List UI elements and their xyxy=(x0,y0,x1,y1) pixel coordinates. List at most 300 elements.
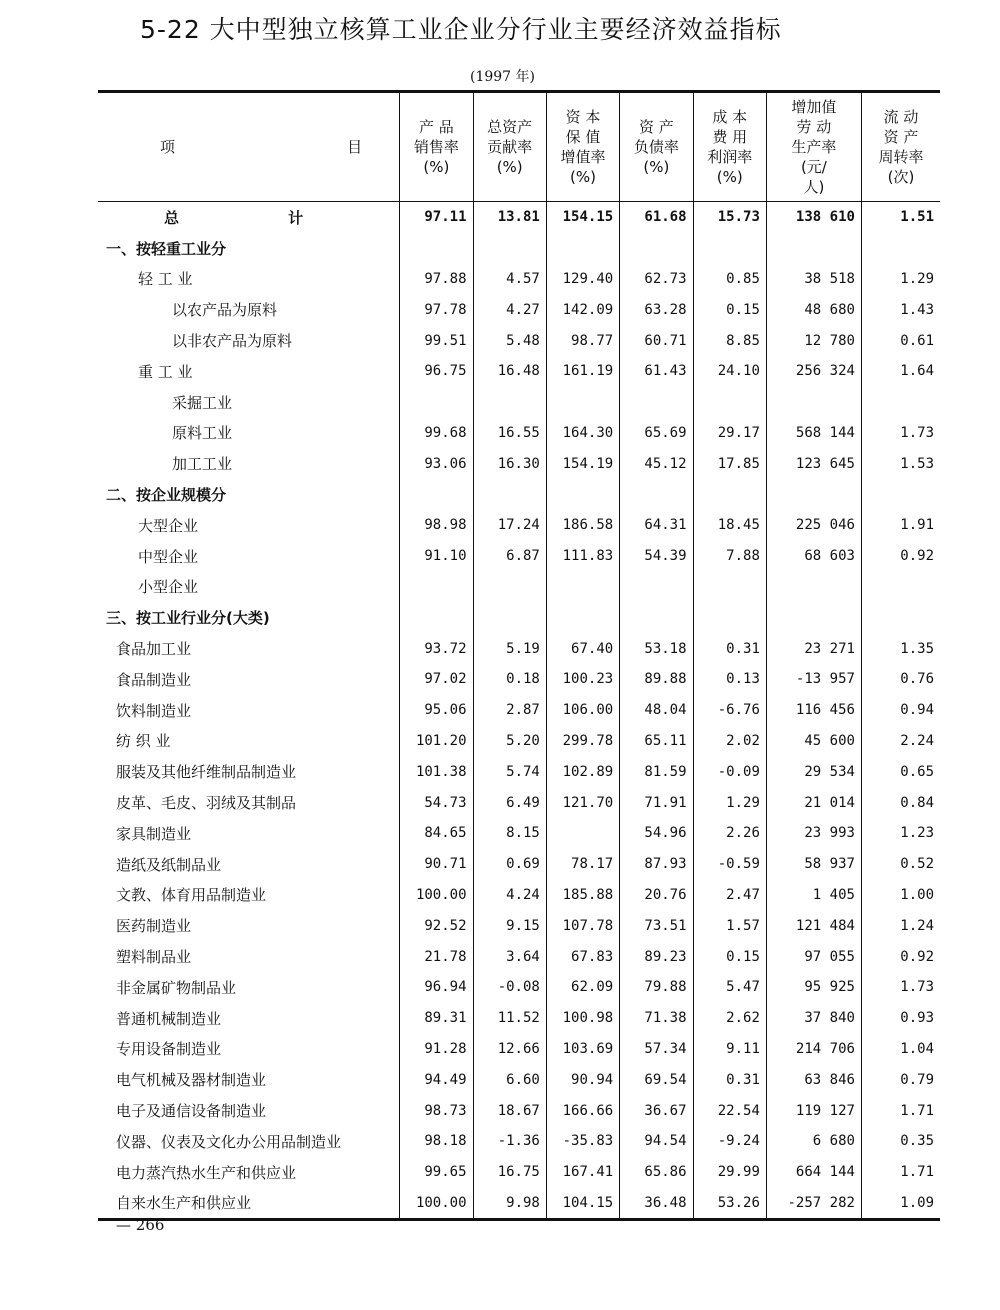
value-cell: 0.13 xyxy=(693,664,766,695)
value-cell: 1.00 xyxy=(861,880,940,911)
total-label-left: 总 xyxy=(164,208,180,227)
value-cell: -13 957 xyxy=(766,664,861,695)
value-cell: -0.08 xyxy=(473,972,546,1003)
value-cell: 119 127 xyxy=(766,1095,861,1126)
value-cell: -9.24 xyxy=(693,1126,766,1157)
total-cell: 138 610 xyxy=(766,202,861,233)
value-cell: 60.71 xyxy=(620,325,693,356)
value-cell: 81.59 xyxy=(620,756,693,787)
header-line: 周转率 xyxy=(878,148,924,166)
value-cell: 0.85 xyxy=(693,264,766,295)
value-cell xyxy=(766,387,861,418)
value-cell: 0.35 xyxy=(861,1126,940,1157)
value-cell: 1.04 xyxy=(861,1034,940,1065)
row-label: 纺 织 业 xyxy=(116,732,171,751)
value-cell: 16.30 xyxy=(473,448,546,479)
table-year: (1997 年) xyxy=(470,69,536,85)
value-cell: 116 456 xyxy=(766,695,861,726)
value-cell: 91.28 xyxy=(400,1034,473,1065)
value-cell: 1.29 xyxy=(861,264,940,295)
row-label: 塑料制品业 xyxy=(116,948,192,967)
value-cell xyxy=(473,233,546,264)
value-cell: 90.94 xyxy=(546,1064,619,1095)
value-cell: 0.15 xyxy=(693,941,766,972)
value-cell: 45 600 xyxy=(766,726,861,757)
row-label: 非金属矿物制品业 xyxy=(116,978,237,997)
header-col-2 xyxy=(473,92,546,202)
value-cell: 4.24 xyxy=(473,880,546,911)
table-row xyxy=(98,1188,940,1220)
value-cell: 2.02 xyxy=(693,726,766,757)
value-cell: 98.77 xyxy=(546,325,619,356)
value-cell: 2.47 xyxy=(693,880,766,911)
header-line: 利润率 xyxy=(707,148,753,166)
table-row xyxy=(98,695,940,726)
value-cell: 94.54 xyxy=(620,1126,693,1157)
value-cell xyxy=(766,572,861,603)
table-row xyxy=(98,633,940,664)
value-cell xyxy=(861,387,940,418)
value-cell: -0.59 xyxy=(693,849,766,880)
value-cell xyxy=(400,602,473,633)
value-cell: 6.87 xyxy=(473,541,546,572)
table-row xyxy=(98,602,940,633)
value-cell: 29.99 xyxy=(693,1157,766,1188)
row-label: 采掘工业 xyxy=(172,393,233,412)
row-label: 以非农产品为原料 xyxy=(172,332,293,351)
value-cell: 103.69 xyxy=(546,1034,619,1065)
header-col-4 xyxy=(620,92,693,202)
value-cell: 1.57 xyxy=(693,910,766,941)
page-number: — 266 xyxy=(116,1216,165,1234)
value-cell: 92.52 xyxy=(400,910,473,941)
value-cell: 69.54 xyxy=(620,1064,693,1095)
row-label: 电子及通信设备制造业 xyxy=(116,1102,267,1120)
row-label: 三、按工业行业分(大类) xyxy=(106,609,270,628)
value-cell: 1.91 xyxy=(861,510,940,541)
value-cell: 6 680 xyxy=(766,1126,861,1157)
header-line: 增值率 xyxy=(560,148,606,166)
value-cell: 186.58 xyxy=(546,510,619,541)
value-cell: 48.04 xyxy=(620,695,693,726)
value-cell: 93.06 xyxy=(400,448,473,479)
value-cell: 90.71 xyxy=(400,849,473,880)
table-row xyxy=(98,1095,940,1126)
value-cell: 98.98 xyxy=(400,510,473,541)
value-cell xyxy=(546,818,619,849)
value-cell: 89.31 xyxy=(400,1003,473,1034)
header-line: 产 品 xyxy=(418,118,454,136)
value-cell: 63 846 xyxy=(766,1064,861,1095)
value-cell: 9.11 xyxy=(693,1034,766,1065)
header-col-1 xyxy=(400,92,473,202)
table-row xyxy=(98,910,940,941)
total-cell: 1.51 xyxy=(861,202,940,233)
value-cell: 89.23 xyxy=(620,941,693,972)
value-cell: 23 271 xyxy=(766,633,861,664)
value-cell: 17.24 xyxy=(473,510,546,541)
value-cell: 8.85 xyxy=(693,325,766,356)
row-label: 大型企业 xyxy=(138,516,199,535)
value-cell: -35.83 xyxy=(546,1126,619,1157)
value-cell: 2.62 xyxy=(693,1003,766,1034)
value-cell: 1.71 xyxy=(861,1095,940,1126)
value-cell: -1.36 xyxy=(473,1126,546,1157)
table-row xyxy=(98,726,940,757)
value-cell: 17.85 xyxy=(693,448,766,479)
value-cell xyxy=(400,233,473,264)
value-cell: 123 645 xyxy=(766,448,861,479)
value-cell: 1.29 xyxy=(693,787,766,818)
total-cell: 154.15 xyxy=(546,202,619,233)
value-cell xyxy=(693,479,766,510)
table-row xyxy=(98,1126,940,1157)
value-cell: 7.88 xyxy=(693,541,766,572)
value-cell: 18.67 xyxy=(473,1095,546,1126)
value-cell: 93.72 xyxy=(400,633,473,664)
header-line: 资 产 xyxy=(883,128,919,146)
value-cell: 91.10 xyxy=(400,541,473,572)
value-cell xyxy=(400,479,473,510)
header-item xyxy=(98,92,400,202)
value-cell xyxy=(546,387,619,418)
value-cell: 71.38 xyxy=(620,1003,693,1034)
header-line: 销售率 xyxy=(413,138,459,156)
row-label: 二、按企业规模分 xyxy=(106,486,227,505)
row-label: 普通机械制造业 xyxy=(116,1009,222,1028)
table-row xyxy=(98,448,940,479)
value-cell xyxy=(861,479,940,510)
header-line: (%) xyxy=(716,168,743,186)
header-line: 资 产 xyxy=(638,118,674,136)
value-cell: 18.45 xyxy=(693,510,766,541)
value-cell: 95 925 xyxy=(766,972,861,1003)
value-cell: 100.98 xyxy=(546,1003,619,1034)
value-cell: 5.20 xyxy=(473,726,546,757)
header-line: 成 本 xyxy=(712,108,748,126)
value-cell xyxy=(766,602,861,633)
table-row xyxy=(98,418,940,449)
value-cell xyxy=(620,602,693,633)
row-label: 自来水生产和供应业 xyxy=(98,1188,400,1220)
table-row xyxy=(98,1003,940,1034)
value-cell: 154.19 xyxy=(546,448,619,479)
value-cell: 78.17 xyxy=(546,849,619,880)
value-cell xyxy=(693,572,766,603)
value-cell: 100.00 xyxy=(400,1188,473,1220)
value-cell: 101.38 xyxy=(400,756,473,787)
table-header xyxy=(98,92,940,202)
row-label: 中型企业 xyxy=(138,547,199,566)
value-cell: 67.83 xyxy=(546,941,619,972)
table-row xyxy=(98,1034,940,1065)
row-label: 以农产品为原料 xyxy=(172,301,278,320)
value-cell: 0.61 xyxy=(861,325,940,356)
header-item-right: 目 xyxy=(347,138,363,156)
header-item-left: 项 xyxy=(160,138,176,156)
value-cell: 0.18 xyxy=(473,664,546,695)
value-cell xyxy=(861,572,940,603)
value-cell: 3.64 xyxy=(473,941,546,972)
value-cell: 37 840 xyxy=(766,1003,861,1034)
header-line: 流 动 xyxy=(883,108,919,126)
value-cell xyxy=(546,479,619,510)
value-cell: 36.67 xyxy=(620,1095,693,1126)
row-label: 一、按轻重工业分 xyxy=(106,239,227,258)
header-line: 劳 动 xyxy=(796,118,832,136)
value-cell: 97.78 xyxy=(400,294,473,325)
value-cell: 214 706 xyxy=(766,1034,861,1065)
value-cell: 73.51 xyxy=(620,910,693,941)
row-label: 电力蒸汽热水生产和供应业 xyxy=(116,1163,297,1182)
table-row xyxy=(98,479,940,510)
value-cell xyxy=(620,572,693,603)
value-cell: 20.76 xyxy=(620,880,693,911)
value-cell: 62.73 xyxy=(620,264,693,295)
value-cell: 121 484 xyxy=(766,910,861,941)
value-cell: 94.49 xyxy=(400,1064,473,1095)
value-cell: 53.18 xyxy=(620,633,693,664)
value-cell: 2.24 xyxy=(861,726,940,757)
value-cell: 98.73 xyxy=(400,1095,473,1126)
value-cell: 1.43 xyxy=(861,294,940,325)
value-cell xyxy=(766,479,861,510)
value-cell: 4.27 xyxy=(473,294,546,325)
value-cell: 0.31 xyxy=(693,633,766,664)
table-row xyxy=(98,572,940,603)
value-cell: 57.34 xyxy=(620,1034,693,1065)
table-row xyxy=(98,264,940,295)
row-label: 轻 工 业 xyxy=(138,270,193,289)
value-cell xyxy=(473,479,546,510)
value-cell: 67.40 xyxy=(546,633,619,664)
value-cell: 299.78 xyxy=(546,726,619,757)
value-cell: 0.15 xyxy=(693,294,766,325)
row-label: 食品加工业 xyxy=(116,640,192,659)
value-cell: 29 534 xyxy=(766,756,861,787)
value-cell: 102.89 xyxy=(546,756,619,787)
table-row xyxy=(98,818,940,849)
header-line: 增加值 xyxy=(791,98,837,116)
table-row xyxy=(98,294,940,325)
table-body xyxy=(98,202,940,1220)
value-cell: 1.23 xyxy=(861,818,940,849)
value-cell: 185.88 xyxy=(546,880,619,911)
value-cell: 53.26 xyxy=(693,1188,766,1220)
row-label: 服装及其他纤维制品制造业 xyxy=(116,763,297,782)
value-cell xyxy=(546,572,619,603)
value-cell xyxy=(400,572,473,603)
value-cell: 4.57 xyxy=(473,264,546,295)
header-col-7 xyxy=(861,92,940,202)
value-cell xyxy=(620,233,693,264)
header-line: 总资产 xyxy=(487,118,533,136)
value-cell: 1 405 xyxy=(766,880,861,911)
value-cell: 1.53 xyxy=(861,448,940,479)
table-row xyxy=(98,510,940,541)
value-cell: 0.52 xyxy=(861,849,940,880)
value-cell: 1.09 xyxy=(861,1188,940,1220)
value-cell xyxy=(766,233,861,264)
value-cell: -257 282 xyxy=(766,1188,861,1220)
value-cell: 65.86 xyxy=(620,1157,693,1188)
value-cell: 84.65 xyxy=(400,818,473,849)
value-cell: 16.55 xyxy=(473,418,546,449)
value-cell: 96.75 xyxy=(400,356,473,387)
value-cell: 16.75 xyxy=(473,1157,546,1188)
value-cell: 54.96 xyxy=(620,818,693,849)
header-line: 人) xyxy=(803,178,825,196)
value-cell: 12 780 xyxy=(766,325,861,356)
table-row xyxy=(98,541,940,572)
value-cell: 5.47 xyxy=(693,972,766,1003)
table-row xyxy=(98,233,940,264)
value-cell xyxy=(861,602,940,633)
page-number-value: 266 xyxy=(135,1216,165,1234)
value-cell: 8.15 xyxy=(473,818,546,849)
value-cell: 256 324 xyxy=(766,356,861,387)
value-cell: 99.65 xyxy=(400,1157,473,1188)
header-col-5 xyxy=(693,92,766,202)
value-cell: 1.24 xyxy=(861,910,940,941)
value-cell xyxy=(473,572,546,603)
value-cell: 58 937 xyxy=(766,849,861,880)
header-line: 负债率 xyxy=(633,138,679,156)
table-row xyxy=(98,849,940,880)
value-cell xyxy=(400,387,473,418)
value-cell: 64.31 xyxy=(620,510,693,541)
value-cell: 9.15 xyxy=(473,910,546,941)
total-cell: 15.73 xyxy=(693,202,766,233)
header-line: 生产率 xyxy=(791,138,837,156)
value-cell: 164.30 xyxy=(546,418,619,449)
value-cell: 0.92 xyxy=(861,541,940,572)
table-row xyxy=(98,664,940,695)
value-cell: 1.71 xyxy=(861,1157,940,1188)
value-cell: 22.54 xyxy=(693,1095,766,1126)
row-label: 饮料制造业 xyxy=(116,701,192,720)
value-cell: 68 603 xyxy=(766,541,861,572)
value-cell: 38 518 xyxy=(766,264,861,295)
total-cell: 97.11 xyxy=(400,202,473,233)
value-cell: 54.73 xyxy=(400,787,473,818)
header-line: 保 值 xyxy=(565,128,601,146)
value-cell: 6.49 xyxy=(473,787,546,818)
value-cell: 95.06 xyxy=(400,695,473,726)
total-row xyxy=(98,202,940,233)
value-cell: 99.68 xyxy=(400,418,473,449)
value-cell: 65.11 xyxy=(620,726,693,757)
table-row xyxy=(98,756,940,787)
header-line: 费 用 xyxy=(712,128,748,146)
value-cell xyxy=(693,602,766,633)
total-label-right: 计 xyxy=(288,208,304,227)
value-cell xyxy=(861,233,940,264)
value-cell: 166.66 xyxy=(546,1095,619,1126)
header-line: (%) xyxy=(570,168,597,186)
value-cell: 0.93 xyxy=(861,1003,940,1034)
row-label: 专用设备制造业 xyxy=(116,1040,222,1059)
value-cell: 2.26 xyxy=(693,818,766,849)
header-line: 资 本 xyxy=(565,108,601,126)
row-label: 重 工 业 xyxy=(138,362,193,381)
table-row xyxy=(98,1064,940,1095)
value-cell: 11.52 xyxy=(473,1003,546,1034)
row-label: 家具制造业 xyxy=(116,824,192,843)
table-row xyxy=(98,880,940,911)
value-cell: 100.00 xyxy=(400,880,473,911)
row-label: 造纸及纸制品业 xyxy=(116,855,222,874)
header-line: (%) xyxy=(496,158,523,176)
row-label: 小型企业 xyxy=(138,578,199,597)
value-cell: 142.09 xyxy=(546,294,619,325)
header-line: (元/ xyxy=(800,158,827,176)
value-cell: 0.79 xyxy=(861,1064,940,1095)
value-cell: 167.41 xyxy=(546,1157,619,1188)
row-label: 电气机械及器材制造业 xyxy=(116,1071,267,1090)
value-cell: 100.23 xyxy=(546,664,619,695)
value-cell xyxy=(473,387,546,418)
value-cell: 16.48 xyxy=(473,356,546,387)
value-cell: 97 055 xyxy=(766,941,861,972)
value-cell: 129.40 xyxy=(546,264,619,295)
value-cell: 0.84 xyxy=(861,787,940,818)
row-label: 加工工业 xyxy=(172,455,233,474)
value-cell: 111.83 xyxy=(546,541,619,572)
row-label: 原料工业 xyxy=(172,424,233,443)
value-cell: 12.66 xyxy=(473,1034,546,1065)
value-cell: 87.93 xyxy=(620,849,693,880)
value-cell: 99.51 xyxy=(400,325,473,356)
value-cell: 61.43 xyxy=(620,356,693,387)
header-line: 贡献率 xyxy=(487,138,533,156)
value-cell xyxy=(620,387,693,418)
value-cell xyxy=(693,387,766,418)
value-cell: 0.76 xyxy=(861,664,940,695)
value-cell: 0.94 xyxy=(861,695,940,726)
value-cell: 161.19 xyxy=(546,356,619,387)
value-cell: 568 144 xyxy=(766,418,861,449)
value-cell: 36.48 xyxy=(620,1188,693,1220)
value-cell: 97.02 xyxy=(400,664,473,695)
value-cell xyxy=(620,479,693,510)
row-label: 仪器、仪表及文化办公用品制造业 xyxy=(116,1132,342,1151)
value-cell: 24.10 xyxy=(693,356,766,387)
value-cell: 664 144 xyxy=(766,1157,861,1188)
value-cell: 23 993 xyxy=(766,818,861,849)
value-cell: 5.19 xyxy=(473,633,546,664)
value-cell: 104.15 xyxy=(546,1188,619,1220)
value-cell: 98.18 xyxy=(400,1126,473,1157)
value-cell: 89.88 xyxy=(620,664,693,695)
value-cell: 1.73 xyxy=(861,418,940,449)
value-cell: 65.69 xyxy=(620,418,693,449)
value-cell: 79.88 xyxy=(620,972,693,1003)
table-row xyxy=(98,1157,940,1188)
value-cell: 225 046 xyxy=(766,510,861,541)
value-cell: 21 014 xyxy=(766,787,861,818)
value-cell: 48 680 xyxy=(766,294,861,325)
value-cell: 97.88 xyxy=(400,264,473,295)
header-line: (次) xyxy=(887,168,915,186)
table-row xyxy=(98,356,940,387)
value-cell: 0.65 xyxy=(861,756,940,787)
total-label xyxy=(98,202,400,233)
value-cell: 6.60 xyxy=(473,1064,546,1095)
value-cell: 29.17 xyxy=(693,418,766,449)
value-cell xyxy=(546,602,619,633)
value-cell: 1.73 xyxy=(861,972,940,1003)
